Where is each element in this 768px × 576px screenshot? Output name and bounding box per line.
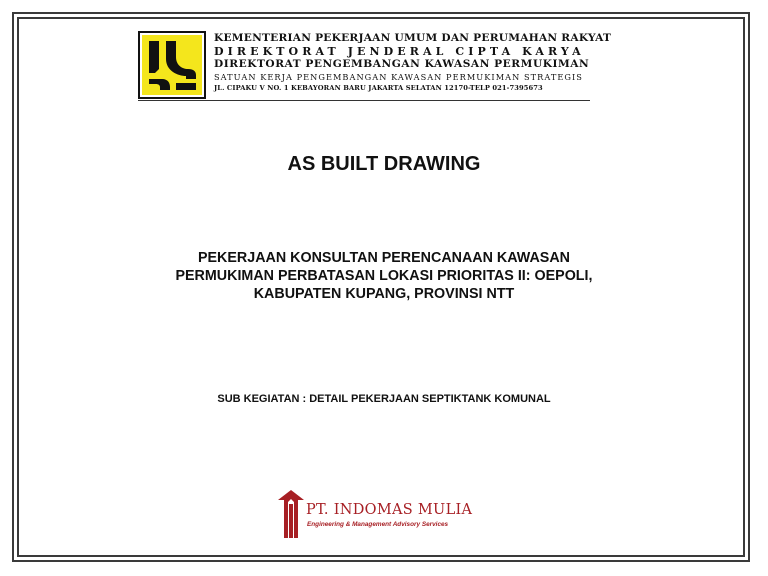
project-title xyxy=(0,249,768,303)
pupr-logo-icon xyxy=(138,31,206,99)
ministry-name: KEMENTERIAN PEKERJAAN UMUM DAN PERUMAHAN RAKYAT xyxy=(214,32,612,44)
work-unit-name: SATUAN KERJA PENGEMBANGAN KAWASAN PERMUKIMAN STRATEGIS xyxy=(214,72,583,82)
company-logo-block xyxy=(278,490,498,538)
agency-address: JL. CIPAKU V NO. 1 KEBAYORAN BARU JAKARTA SELATAN 12170-TELP 021-7395673 xyxy=(214,84,543,92)
header-divider xyxy=(138,100,590,101)
company-tagline: Engineering & Management Advisory Services xyxy=(307,521,449,528)
project-title-line: KABUPATEN KUPANG, PROVINSI NTT xyxy=(253,286,515,302)
directorate-general-name: DIREKTORAT JENDERAL CIPTA KARYA xyxy=(214,45,585,58)
indomas-mulia-logo-icon xyxy=(278,490,304,538)
agency-header xyxy=(138,31,612,101)
directorate-name: DIREKTORAT PENGEMBANGAN KAWASAN PERMUKIMAN xyxy=(214,58,590,70)
sub-activity: SUB KEGIATAN : DETAIL PEKERJAAN SEPTIKTANK KOMUNAL xyxy=(217,393,551,405)
project-title-line: PEKERJAAN KONSULTAN PERENCANAAN KAWASAN xyxy=(197,250,570,266)
document-title: AS BUILT DRAWING xyxy=(287,153,481,175)
project-title-line: PERMUKIMAN PERBATASAN LOKASI PRIORITAS II: OEPOLI, xyxy=(175,268,593,284)
company-name: PT. INDOMAS MULIA xyxy=(306,502,473,518)
